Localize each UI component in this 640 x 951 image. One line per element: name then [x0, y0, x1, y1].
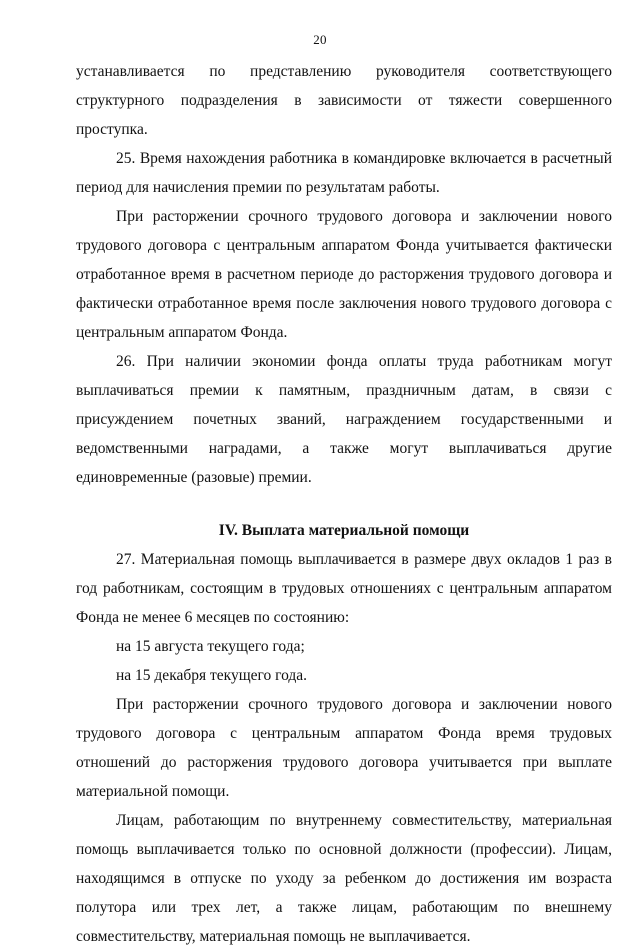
paragraph-27: 27. Материальная помощь выплачивается в размере двух окладов 1 раз в год работникам, состоящим в трудовых отношениях с центральным аппаратом Фонда не менее 6 месяцев по состоянию: [76, 551, 612, 626]
section-heading: IV. Выплата материальной помощи [218, 522, 470, 539]
document-body [76, 57, 612, 951]
paragraph-25-contract: При расторжении срочного трудового договора и заключении нового трудового договора с центральным аппаратом Фонда учитывается фактически отработанное время в расчетном периоде до расторжения трудового договора и фактически отработанное время после заключения нового трудового договора с центральным аппаратом Фонда. [76, 208, 612, 341]
paragraph-25: 25. Время нахождения работника в командировке включается в расчетный период для начисления премии по результатам работы. [76, 150, 612, 196]
paragraph-26: 26. При наличии экономии фонда оплаты труда работникам могут выплачиваться премии к памятным, праздничным датам, в связи с присуждением почетных званий, награждением государственными и ведомственными наградами, а также могут выплачиваться другие единовременные (разовые) премии. [76, 353, 612, 486]
date-item-august: на 15 августа текущего года; [116, 638, 305, 655]
paragraph-27-contract: При расторжении срочного трудового договора и заключении нового трудового договора с центральным аппаратом Фонда время трудовых отношений до расторжения трудового договора учитывается при выплате материальной помощи. [76, 696, 612, 800]
paragraph-continuation: устанавливается по представлению руководителя соответствующего структурного подразделения в зависимости от тяжести совершенного проступка. [76, 63, 612, 138]
paragraph-27-part-time: Лицам, работающим по внутреннему совместительству, материальная помощь выплачивается только по основной должности (профессии). Лицам, находящимся в отпуске по уходу за ребенком до достижения им возраста полутора или трех лет, а также лицам, работающим по внешнему совместительству, материальная помощь не выплачивается. [76, 812, 612, 945]
page-number: 20 [313, 32, 327, 47]
date-item-december: на 15 декабря текущего года. [116, 667, 308, 684]
